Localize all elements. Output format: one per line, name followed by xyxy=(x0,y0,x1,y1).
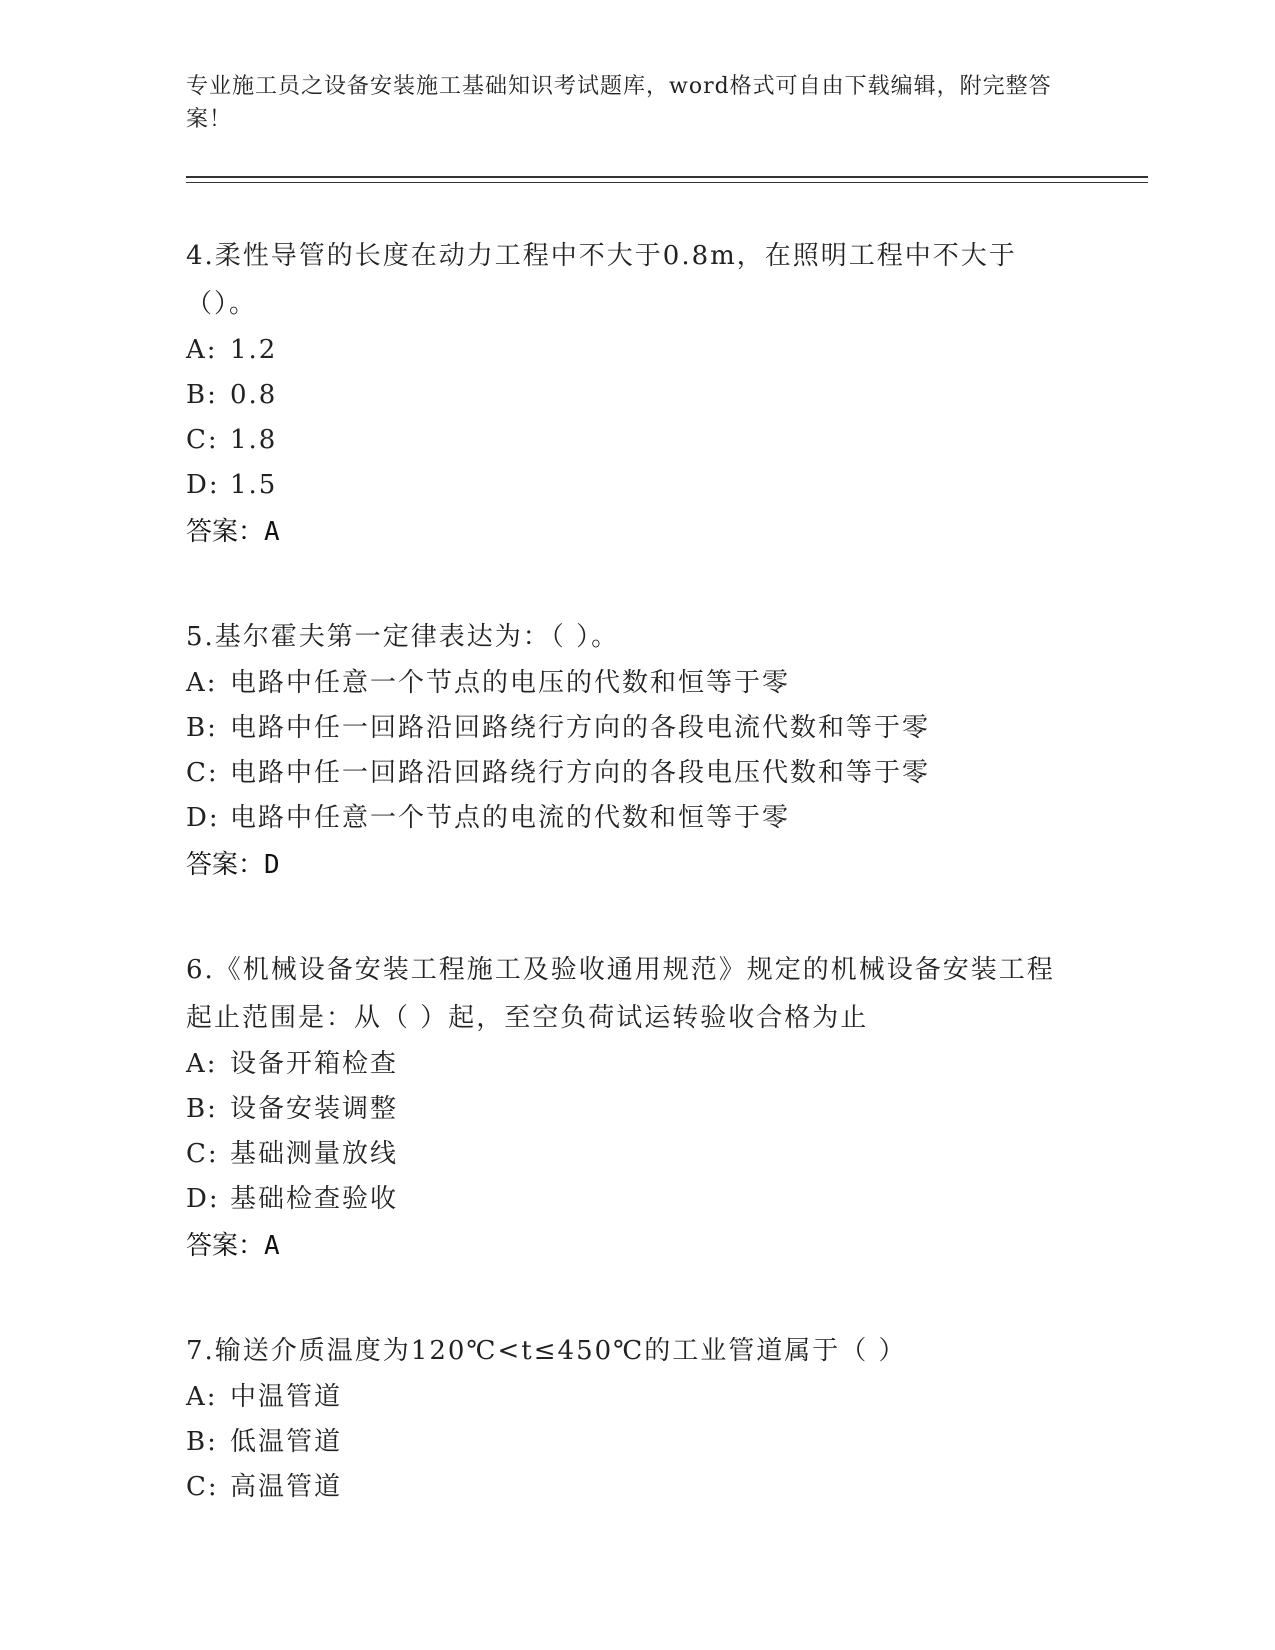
option-key: B: xyxy=(186,713,218,743)
option-a xyxy=(186,328,1066,373)
option-c xyxy=(186,418,1066,463)
option-text: 电路中任意一个节点的电流的代数和恒等于零 xyxy=(230,803,791,833)
option-text: 1.5 xyxy=(230,470,278,500)
option-text: 0.8 xyxy=(230,380,278,410)
option-key: C: xyxy=(186,425,219,455)
option-key: A: xyxy=(186,1382,218,1412)
header-divider-thin xyxy=(186,182,1148,183)
option-text: 1.8 xyxy=(230,425,278,455)
option-c xyxy=(186,1132,1066,1177)
option-key: B: xyxy=(186,380,218,410)
option-text: 设备安装调整 xyxy=(230,1094,399,1124)
answer-label: 答案：D xyxy=(186,850,280,880)
option-a xyxy=(186,1042,1066,1087)
question-list xyxy=(186,232,1066,1567)
option-text: 电路中任意一个节点的电压的代数和恒等于零 xyxy=(230,668,791,698)
answer-label: 答案：A xyxy=(186,517,280,547)
question-stem: 6.《机械设备安装工程施工及验收通用规范》规定的机械设备安装工程起止范围是：从（ ）起，至空负荷试运转验收合格为止 xyxy=(186,955,1055,1033)
option-c xyxy=(186,751,1066,796)
option-b xyxy=(186,1420,1066,1465)
option-d xyxy=(186,796,1066,841)
header-divider xyxy=(186,176,1148,178)
question-stem: 5.基尔霍夫第一定律表达为：（ ）。 xyxy=(186,622,620,652)
option-text: 中温管道 xyxy=(230,1382,343,1412)
option-b xyxy=(186,373,1066,418)
answer-label: 答案：A xyxy=(186,1231,280,1261)
question-5 xyxy=(186,613,1066,889)
option-key: D: xyxy=(186,1184,220,1214)
option-text: 设备开箱检查 xyxy=(230,1049,399,1079)
option-text: 低温管道 xyxy=(230,1427,343,1457)
question-stem: 4.柔性导管的长度在动力工程中不大于0.8m，在照明工程中不大于（）。 xyxy=(186,241,1017,319)
option-key: B: xyxy=(186,1427,218,1457)
option-a xyxy=(186,661,1066,706)
option-key: A: xyxy=(186,668,218,698)
option-a xyxy=(186,1375,1066,1420)
option-key: D: xyxy=(186,803,220,833)
document-header: 专业施工员之设备安装施工基础知识考试题库，word格式可自由下载编辑，附完整答案！ xyxy=(186,74,1052,132)
question-4 xyxy=(186,232,1066,556)
option-c xyxy=(186,1465,1066,1510)
question-6 xyxy=(186,946,1066,1270)
option-b xyxy=(186,1087,1066,1132)
option-key: C: xyxy=(186,758,219,788)
option-d xyxy=(186,463,1066,508)
option-text: 电路中任一回路沿回路绕行方向的各段电压代数和等于零 xyxy=(230,758,931,788)
option-key: C: xyxy=(186,1139,219,1169)
option-d xyxy=(186,1177,1066,1222)
option-b xyxy=(186,706,1066,751)
option-text: 基础测量放线 xyxy=(230,1139,399,1169)
option-key: D: xyxy=(186,470,220,500)
option-key: A: xyxy=(186,335,218,365)
option-text: 高温管道 xyxy=(230,1472,343,1502)
question-7 xyxy=(186,1327,1066,1510)
option-text: 电路中任一回路沿回路绕行方向的各段电流代数和等于零 xyxy=(230,713,931,743)
option-key: B: xyxy=(186,1094,218,1124)
option-key: A: xyxy=(186,1049,218,1079)
option-text: 基础检查验收 xyxy=(230,1184,399,1214)
option-key: C: xyxy=(186,1472,219,1502)
option-text: 1.2 xyxy=(230,335,278,365)
question-stem: 7.输送介质温度为120℃<t≤450℃的工业管道属于（ ） xyxy=(186,1336,907,1366)
